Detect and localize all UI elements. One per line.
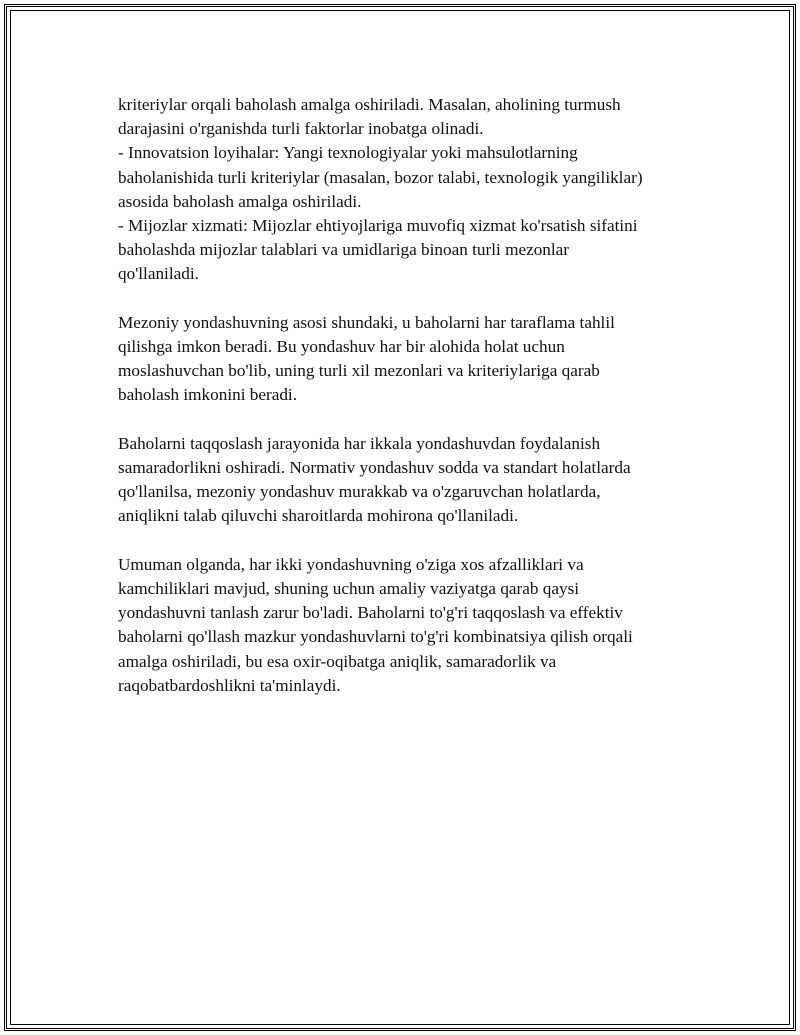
paragraph-1: kriteriylar orqali baholash amalga oshiriladi. Masalan, aholining turmush darajasini o'rganishda turli faktorlar inobatga olinadi. - Innovatsion loyihalar: Yangi texnologiyalar yoki mahsulotlarning baholanishida turli kriteriylar (masalan, bozor talabi, texnologik yangiliklar) asosida baholash amalga oshiriladi. - Mijozlar xizmati: Mijozlar ehtiyojlariga muvofiq xizmat ko'rsatish sifatini baholashda mijozlar talablari va umidlariga binoan turli mezonlar qo'llaniladi. [118, 95, 643, 284]
paragraph-3: Baholarni taqqoslash jarayonida har ikkala yondashuvdan foydalanish samaradorlikni oshiradi. Normativ yondashuv sodda va standart holatlarda qo'llanilsa, mezoniy yondashuv murakkab va o'zgaruvchan holatlarda, aniqlikni talab qiluvchi sharoitlarda mohirona qo'llaniladi. [118, 433, 631, 526]
document-body [118, 93, 698, 698]
paragraph-4: Umuman olganda, har ikki yondashuvning o'ziga xos afzalliklari va kamchiliklari mavjud, shuning uchun amaliy vaziyatga qarab qaysi yondashuvni tanlash zarur bo'ladi. Baholarni to'g'ri taqqoslash va effektiv baholarni qo'llash mazkur yondashuvlarni to'g'ri kombinatsiya qilish orqali amalga oshiriladi, bu esa oxir-oqibatga aniqlik, samaradorlik va raqobatbardoshlikni ta'minlaydi. [118, 554, 633, 695]
paragraph-2: Mezoniy yondashuvning asosi shundaki, u baholarni har taraflama tahlil qilishga imkon beradi. Bu yondashuv har bir alohida holat uchun moslashuvchan bo'lib, uning turli xil mezonlari va kriteriylariga qarab baholash imkonini beradi. [118, 312, 615, 405]
